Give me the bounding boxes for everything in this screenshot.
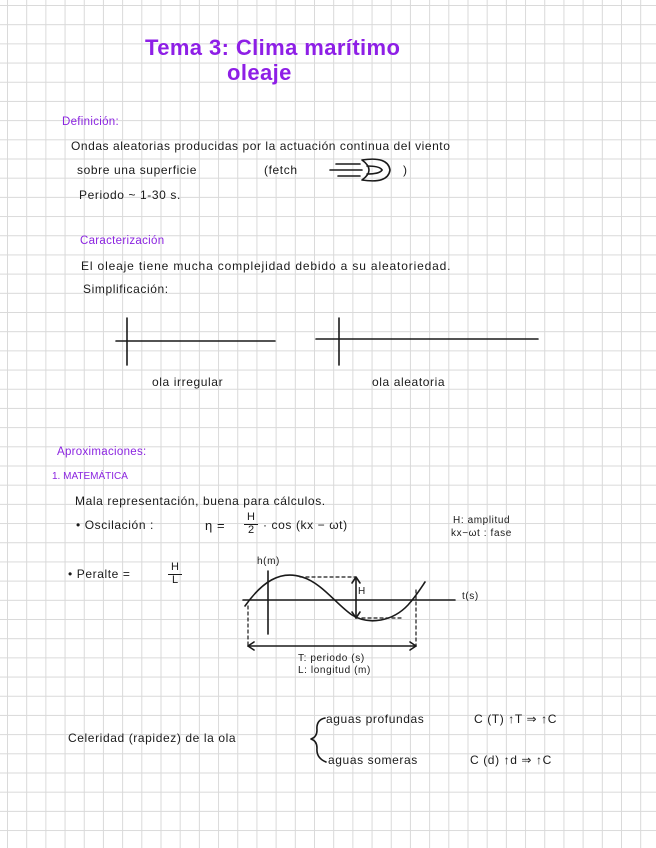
wave-graph-guides bbox=[248, 577, 416, 646]
graph-legend-periodo: T: periodo (s) bbox=[298, 653, 365, 664]
definicion-line-2: sobre una superficie bbox=[77, 163, 198, 177]
heading-caracterizacion: Caracterización bbox=[80, 235, 165, 247]
graph-y-label: h(m) bbox=[257, 556, 280, 567]
page-subtitle: oleaje bbox=[227, 60, 292, 85]
definicion-period: Periodo ~ 1-30 s. bbox=[79, 188, 181, 202]
cos-term: · cos (kx − ωt) bbox=[263, 518, 348, 532]
axes-ola-irregular bbox=[116, 318, 275, 365]
peralte-label: • Peralte = bbox=[68, 567, 131, 581]
celeridad-brace bbox=[311, 718, 326, 762]
caracterizacion-line-1: El oleaje tiene mucha complejidad debido a su aleatoriedad. bbox=[81, 259, 452, 273]
graph-h-label: H bbox=[358, 586, 366, 597]
label-ola-irregular: ola irregular bbox=[152, 375, 224, 389]
case-deep-text: aguas profundas bbox=[326, 712, 425, 726]
fetch-open: (fetch bbox=[264, 163, 298, 177]
heading-matematica: 1. MATEMÁTICA bbox=[52, 471, 128, 482]
graph-legend-longitud: L: longitud (m) bbox=[298, 665, 371, 676]
eta-symbol: η = bbox=[205, 518, 226, 533]
peralte-numerator: H bbox=[168, 562, 182, 575]
caracterizacion-line-2: Simplificación: bbox=[83, 282, 169, 296]
wave-graph bbox=[243, 571, 455, 650]
heading-definicion: Definición: bbox=[62, 116, 119, 128]
case-shallow-text: aguas someras bbox=[328, 753, 418, 767]
wind-fetch-icon bbox=[330, 159, 390, 181]
fraction-numerator: H bbox=[244, 512, 258, 525]
oscilacion-label: • Oscilación : bbox=[76, 518, 154, 532]
graph-x-label: t(s) bbox=[462, 591, 479, 602]
fetch-close: ) bbox=[403, 163, 408, 177]
page-title: Tema 3: Clima marítimo bbox=[145, 35, 401, 60]
peralte-denominator: L bbox=[171, 573, 179, 586]
fraction-denominator: 2 bbox=[247, 523, 255, 536]
heading-aproximaciones: Aproximaciones: bbox=[57, 446, 147, 458]
axes-ola-aleatoria bbox=[316, 318, 538, 365]
case-shallow-formula: C (d) ↑d ⇒ ↑C bbox=[470, 753, 552, 767]
definicion-line-1: Ondas aleatorias producidas por la actuación continua del viento bbox=[71, 139, 451, 153]
note-fase: kx−ωt : fase bbox=[451, 528, 512, 539]
label-ola-aleatoria: ola aleatoria bbox=[372, 375, 446, 389]
case-deep-formula: C (T) ↑T ⇒ ↑C bbox=[474, 712, 557, 726]
celeridad-label: Celeridad (rapidez) de la ola bbox=[68, 731, 237, 745]
aproximaciones-line-1: Mala representación, buena para cálculos. bbox=[75, 494, 326, 508]
note-amplitud: H: amplitud bbox=[453, 515, 511, 526]
